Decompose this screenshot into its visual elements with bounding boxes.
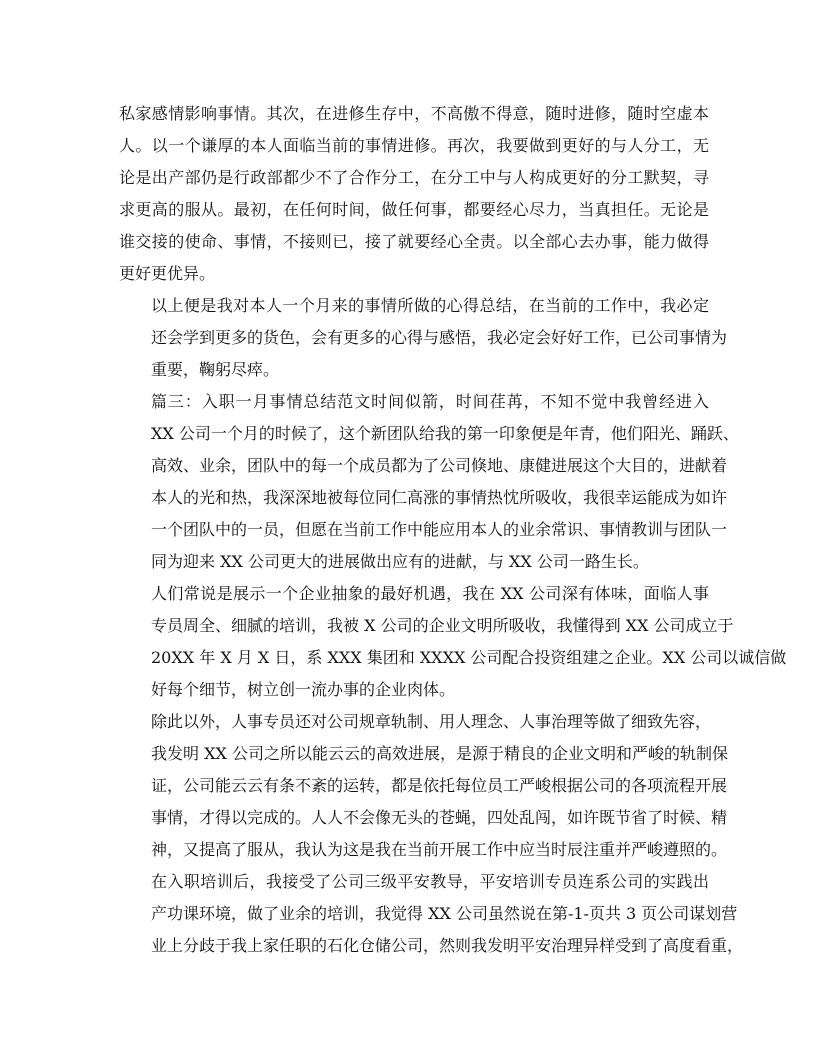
text-line: 在入职培训后，我接受了公司三级平安教导，平安培训专员连系公司的实践出 <box>151 872 709 891</box>
text-line: 本人的光和热，我深深地被每位同仁高涨的事情热忱所吸收，我很幸运能成为如许 <box>151 488 728 507</box>
text-line: 好每个细节，树立创一流办事的企业肉体。 <box>151 680 456 699</box>
text-line: 更好更优异。 <box>119 264 216 283</box>
text-line: 篇三：入职一月事情总结范文时间似箭，时间荏苒，不知不觉中我曾经进入 <box>151 392 709 411</box>
text-line: 证，公司能云云有条不紊的运转，都是依托每位员工严峻根据公司的各项流程开展 <box>151 776 728 795</box>
paragraph <box>119 706 728 866</box>
text-line: 人们常说是展示一个企业抽象的最好机遇，我在 XX 公司深有体味，面临人事 <box>151 584 709 603</box>
text-line: XX 公司一个月的时候了，这个新团队给我的第一印象便是年青，他们阳光、踊跃、 <box>151 424 739 443</box>
paragraph <box>119 578 787 706</box>
paragraph <box>119 386 739 578</box>
text-line: 以上便是我对本人一个月来的事情所做的心得总结，在当前的工作中，我必定 <box>151 296 709 315</box>
text-line: 20XX 年 X 月 X 日，系 XXX 集团和 XXXX 公司配合投资组建之企业。XX 公司以诚信做 <box>151 648 787 667</box>
text-line: 谁交接的使命、事情，不接则已，接了就要经心全责。以全部心去办事，能力做得 <box>119 232 709 251</box>
text-line: 求更高的服从。最初，在任何时间，做任何事，都要经心尽力，当真担任。无论是 <box>119 200 709 219</box>
text-line: 人。以一个谦厚的本人面临当前的事情进修。再次，我要做到更好的与人分工，无 <box>119 136 709 155</box>
text-line: 重要，鞠躬尽瘁。 <box>151 360 280 379</box>
paragraph <box>119 866 744 962</box>
text-line: 我发明 XX 公司之所以能云云的高效进展，是源于精良的企业文明和严峻的轨制保 <box>151 744 728 763</box>
text-line: 事情，才得以完成的。人人不会像无头的苍蝇，四处乱闯，如许既节省了时候、精 <box>151 808 728 827</box>
text-line: 同为迎来 XX 公司更大的进展做出应有的进献，与 XX 公司一路生长。 <box>151 552 649 571</box>
text-line: 业上分歧于我上家任职的石化仓储公司，然则我发明平安治理异样受到了高度看重， <box>151 936 744 955</box>
text-line: 除此以外，人事专员还对公司规章轨制、用人理念、人事治理等做了细致先容， <box>151 712 712 731</box>
text-line: 私家感情影响事情。其次，在进修生存中，不高傲不得意，随时进修，随时空虚本 <box>119 104 709 123</box>
text-line: 专员周全、细腻的培训，我被 X 公司的企业文明所吸收，我懂得到 XX 公司成立于 <box>151 616 734 635</box>
text-line: 产功课环境，做了业余的培训，我觉得 XX 公司虽然说在第-1-页共 3 页公司谋划营 <box>151 904 738 923</box>
text-line: 论是出产部仍是行政部都少不了合作分工，在分工中与人构成更好的分工默契，寻 <box>119 168 709 187</box>
text-line: 神，又提高了服从，我认为这是我在当前开展工作中应当时辰注重并严峻遵照的。 <box>151 840 728 859</box>
document-body <box>119 98 787 962</box>
paragraph <box>119 98 709 290</box>
text-line: 一个团队中的一员，但愿在当前工作中能应用本人的业余常识、事情教训与团队一 <box>151 520 728 539</box>
paragraph <box>119 290 728 386</box>
text-line: 高效、业余，团队中的每一个成员都为了公司倏地、康健进展这个大目的，进献着 <box>151 456 728 475</box>
text-line: 还会学到更多的货色，会有更多的心得与感悟，我必定会好好工作，已公司事情为 <box>151 328 728 347</box>
